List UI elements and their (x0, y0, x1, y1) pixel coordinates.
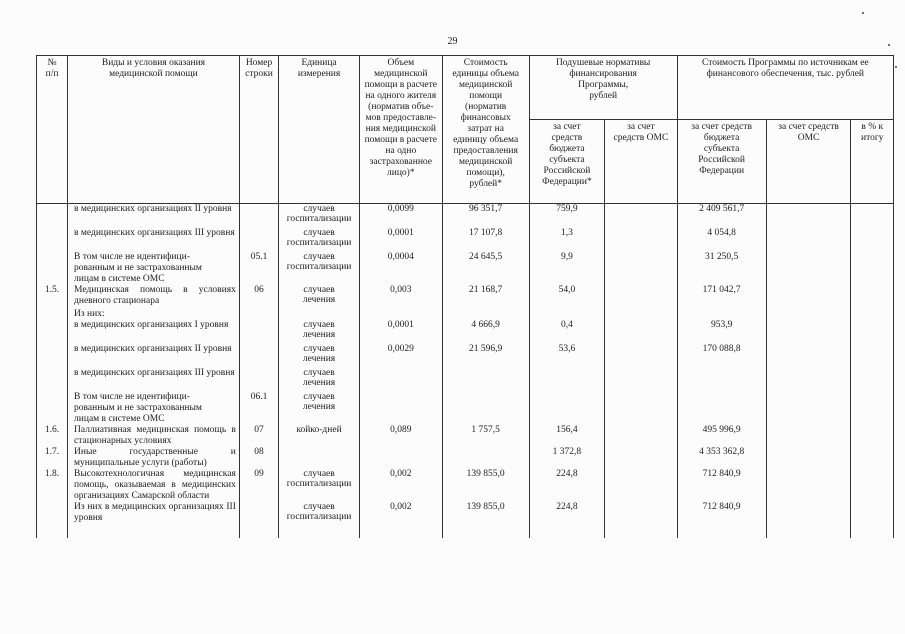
row-line-number: 08 (239, 447, 278, 469)
row-volume: 0,0099 (359, 204, 442, 229)
row-program-percent (851, 469, 894, 502)
table-row (37, 469, 894, 502)
row-program-percent (851, 309, 894, 320)
row-line-number: 05.1 (239, 252, 278, 285)
header-percapita-budget: за счет средств бюджета субъекта Российской Федерации* (529, 120, 605, 204)
row-cost (442, 368, 529, 392)
row-name: в медицинских организациях I уровня (68, 320, 240, 344)
header-num: № п/п (37, 56, 68, 204)
row-unit (279, 309, 360, 320)
row-cost: 139 855,0 (442, 469, 529, 502)
row-num (37, 392, 68, 425)
spacer-cell (279, 526, 360, 538)
row-program-percent (851, 204, 894, 229)
header-unit: Единица измерения (279, 56, 360, 204)
spacer-cell (605, 526, 677, 538)
row-program-oms (766, 469, 851, 502)
row-volume (359, 368, 442, 392)
scan-speck (862, 12, 864, 14)
row-percapita-budget (529, 309, 605, 320)
row-name: Высокотехнологичная медицинская помощь, оказываемая в медицинских организациях Самарской области (68, 469, 240, 502)
row-line-number (239, 320, 278, 344)
row-volume: 0,002 (359, 502, 442, 526)
row-program-percent (851, 392, 894, 425)
row-volume: 0,002 (359, 469, 442, 502)
row-percapita-budget: 1 372,8 (529, 447, 605, 469)
row-line-number: 09 (239, 469, 278, 502)
row-percapita-oms (605, 502, 677, 526)
row-program-budget: 171 042,7 (677, 285, 766, 309)
row-program-oms (766, 344, 851, 368)
header-program-percent: в % к итогу (851, 120, 894, 204)
row-line-number: 07 (239, 425, 278, 447)
row-program-percent (851, 425, 894, 447)
row-percapita-budget: 1,3 (529, 228, 605, 252)
row-line-number (239, 309, 278, 320)
table-row (37, 368, 894, 392)
row-num (37, 320, 68, 344)
row-unit: случаев госпитализации (279, 502, 360, 526)
row-percapita-oms (605, 320, 677, 344)
row-program-percent (851, 502, 894, 526)
header-cost: Стоимость единицы объема медицинской помощи (норматив финансовых затрат на единицу объема предоставления медицинской помощи), рублей* (442, 56, 529, 204)
row-program-oms (766, 320, 851, 344)
row-cost: 4 666,9 (442, 320, 529, 344)
header-kind: Виды и условия оказания медицинской помощи (68, 56, 240, 204)
scan-speck (895, 66, 897, 68)
row-program-percent (851, 368, 894, 392)
row-program-budget (677, 368, 766, 392)
row-unit: случаев госпитализации (279, 469, 360, 502)
row-percapita-oms (605, 368, 677, 392)
row-volume: 0,0004 (359, 252, 442, 285)
row-program-budget: 712 840,9 (677, 469, 766, 502)
row-cost: 1 757,5 (442, 425, 529, 447)
header-percapita: Подушевые нормативы финансирования Программы, рублей (529, 56, 677, 120)
spacer-cell (851, 526, 894, 538)
program-cost-table (36, 55, 894, 538)
row-num (37, 502, 68, 526)
table-row (37, 344, 894, 368)
row-volume: 0,0001 (359, 228, 442, 252)
row-program-oms (766, 285, 851, 309)
row-percapita-oms (605, 309, 677, 320)
row-num: 1.6. (37, 425, 68, 447)
row-unit: случаев лечения (279, 285, 360, 309)
row-num: 1.8. (37, 469, 68, 502)
row-program-oms (766, 368, 851, 392)
row-volume (359, 309, 442, 320)
row-name: Из них в медицинских организациях III уровня (68, 502, 240, 526)
header-percapita-oms: за счет средств ОМС (605, 120, 677, 204)
row-program-budget (677, 309, 766, 320)
spacer-cell (677, 526, 766, 538)
row-percapita-oms (605, 392, 677, 425)
row-percapita-budget: 224,8 (529, 502, 605, 526)
row-line-number (239, 228, 278, 252)
row-program-budget: 953,9 (677, 320, 766, 344)
row-percapita-oms (605, 204, 677, 229)
row-num (37, 204, 68, 229)
row-program-percent (851, 447, 894, 469)
row-num (37, 368, 68, 392)
table-row (37, 228, 894, 252)
row-percapita-oms (605, 469, 677, 502)
row-volume: 0,0001 (359, 320, 442, 344)
table-row (37, 425, 894, 447)
row-percapita-oms (605, 228, 677, 252)
row-line-number (239, 368, 278, 392)
row-cost: 17 107,8 (442, 228, 529, 252)
row-percapita-budget: 759,9 (529, 204, 605, 229)
table-row (37, 320, 894, 344)
row-name: в медицинских организациях III уровня (68, 228, 240, 252)
row-program-budget: 4 054,8 (677, 228, 766, 252)
row-volume: 0,089 (359, 425, 442, 447)
row-line-number (239, 502, 278, 526)
row-name: в медицинских организациях II уровня (68, 344, 240, 368)
row-name: Медицинская помощь в условиях дневного стационара (68, 285, 240, 309)
row-cost: 24 645,5 (442, 252, 529, 285)
row-program-oms (766, 502, 851, 526)
row-unit: случаев лечения (279, 392, 360, 425)
row-unit: случаев лечения (279, 320, 360, 344)
spacer-cell (68, 526, 240, 538)
row-percapita-budget: 224,8 (529, 469, 605, 502)
row-cost: 139 855,0 (442, 502, 529, 526)
row-percapita-budget: 0,4 (529, 320, 605, 344)
row-program-budget (677, 392, 766, 425)
row-num: 1.7. (37, 447, 68, 469)
row-unit: случаев лечения (279, 368, 360, 392)
row-volume (359, 447, 442, 469)
row-program-oms (766, 309, 851, 320)
row-line-number (239, 344, 278, 368)
spacer-cell (359, 526, 442, 538)
spacer-cell (766, 526, 851, 538)
header-program-oms: за счет средств ОМС (766, 120, 851, 204)
row-line-number: 06.1 (239, 392, 278, 425)
row-num (37, 344, 68, 368)
row-unit: случаев госпитализации (279, 252, 360, 285)
row-name: В том числе не идентифици- рованным и не застрахованным лицам в системе ОМС (68, 392, 240, 425)
row-percapita-budget (529, 392, 605, 425)
row-program-oms (766, 204, 851, 229)
row-program-oms (766, 392, 851, 425)
row-program-oms (766, 228, 851, 252)
row-unit (279, 447, 360, 469)
table-row (37, 502, 894, 526)
row-name: Иные государственные и муниципальные услуги (работы) (68, 447, 240, 469)
row-program-percent (851, 344, 894, 368)
row-program-budget: 495 996,9 (677, 425, 766, 447)
row-program-budget: 2 409 561,7 (677, 204, 766, 229)
spacer-cell (529, 526, 605, 538)
row-name: в медицинских организациях III уровня (68, 368, 240, 392)
row-unit: койко-дней (279, 425, 360, 447)
row-unit: случаев госпитализации (279, 228, 360, 252)
row-percapita-budget: 53,6 (529, 344, 605, 368)
row-name: Паллиативная медицинская помощь в стационарных условиях (68, 425, 240, 447)
header-row-number: Номер строки (239, 56, 278, 204)
row-percapita-oms (605, 425, 677, 447)
row-percapita-budget: 156,4 (529, 425, 605, 447)
row-cost (442, 392, 529, 425)
table-row (37, 285, 894, 309)
row-program-percent (851, 252, 894, 285)
row-name: В том числе не идентифици- рованным и не застрахованным лицам в системе ОМС (68, 252, 240, 285)
row-percapita-budget (529, 368, 605, 392)
row-cost (442, 447, 529, 469)
header-volume: Объем медицинской помощи в расчете на одного жителя (норматив объе- мов предоставле- ния медицинской помощи в расчете на одно застрахованное лицо)* (359, 56, 442, 204)
row-volume (359, 392, 442, 425)
table-row (37, 204, 894, 229)
row-percapita-budget: 54,0 (529, 285, 605, 309)
page-number: 29 (447, 36, 458, 47)
row-cost: 21 168,7 (442, 285, 529, 309)
spacer-cell (37, 526, 68, 538)
header-program-budget: за счет средств бюджета субъекта Российской Федерации (677, 120, 766, 204)
table-row (37, 447, 894, 469)
spacer-cell (239, 526, 278, 538)
row-percapita-budget: 9,9 (529, 252, 605, 285)
row-program-percent (851, 228, 894, 252)
row-cost: 21 596,9 (442, 344, 529, 368)
row-percapita-oms (605, 344, 677, 368)
row-name: в медицинских организациях II уровня (68, 204, 240, 229)
header-program: Стоимость Программы по источникам ее финансового обеспечения, тыс. рублей (677, 56, 893, 120)
row-percapita-oms (605, 285, 677, 309)
row-percapita-oms (605, 252, 677, 285)
spacer-cell (442, 526, 529, 538)
row-num (37, 252, 68, 285)
row-num (37, 228, 68, 252)
table-spacer-row (37, 526, 894, 538)
row-volume: 0,0029 (359, 344, 442, 368)
row-program-percent (851, 285, 894, 309)
scan-speck (888, 44, 890, 46)
table-row (37, 309, 894, 320)
table-row (37, 392, 894, 425)
row-percapita-oms (605, 447, 677, 469)
row-program-budget: 4 353 362,8 (677, 447, 766, 469)
row-program-budget: 31 250,5 (677, 252, 766, 285)
row-program-oms (766, 252, 851, 285)
row-num: 1.5. (37, 285, 68, 309)
row-volume: 0,003 (359, 285, 442, 309)
row-num (37, 309, 68, 320)
row-line-number: 06 (239, 285, 278, 309)
row-program-oms (766, 447, 851, 469)
table-row (37, 252, 894, 285)
row-unit: случаев госпитализации (279, 204, 360, 229)
row-name: Из них: (68, 309, 240, 320)
row-line-number (239, 204, 278, 229)
row-cost (442, 309, 529, 320)
row-program-budget: 170 088,8 (677, 344, 766, 368)
row-program-oms (766, 425, 851, 447)
row-cost: 96 351,7 (442, 204, 529, 229)
row-unit: случаев лечения (279, 344, 360, 368)
row-program-percent (851, 320, 894, 344)
row-program-budget: 712 840,9 (677, 502, 766, 526)
